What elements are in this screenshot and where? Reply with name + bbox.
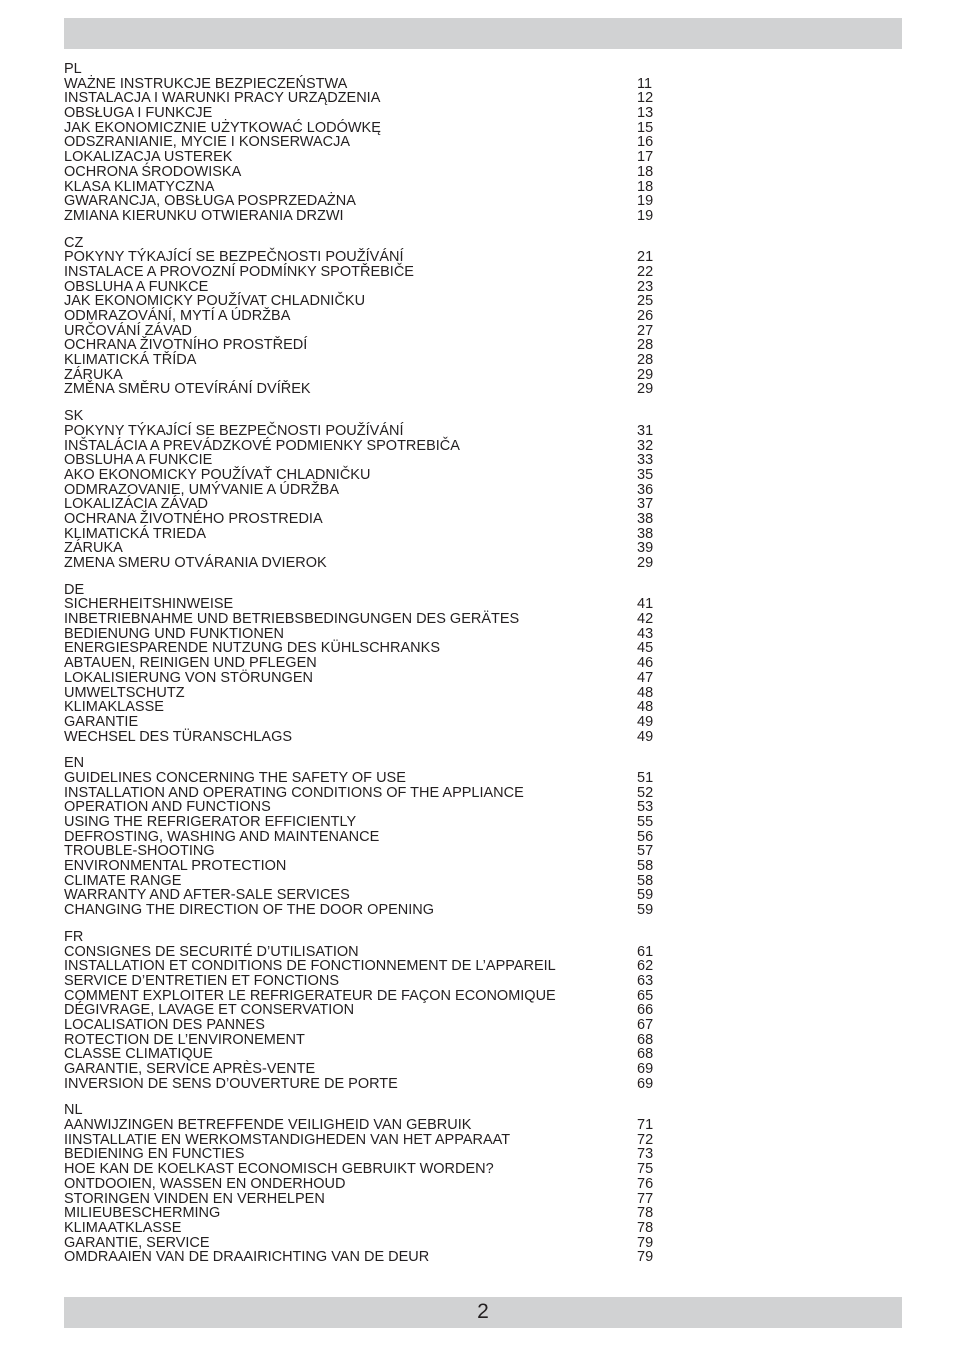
toc-entry-page: 26 bbox=[637, 308, 654, 324]
toc-entry bbox=[64, 1077, 664, 1092]
toc-entry-title: OBSLUHA A FUNKCIE bbox=[64, 452, 213, 469]
toc-entry bbox=[64, 597, 664, 612]
toc-entry-title: INSTALLATION ET CONDITIONS DE FONCTIONNEMENT DE L’APPAREIL bbox=[64, 958, 556, 975]
toc-entry-page: 75 bbox=[637, 1161, 654, 1178]
toc-section-cz bbox=[64, 236, 664, 398]
toc-entry-page: 12 bbox=[637, 90, 654, 107]
toc-entry bbox=[64, 527, 664, 542]
toc-entry-title: ODMRAZOVANIE, UMÝVANIE A ÚDRŽBA bbox=[64, 481, 340, 498]
toc-entry-title: AKO EKONOMICKY POUŽÍVAŤ CHLADNIČKU bbox=[64, 466, 371, 483]
toc-entry-title: CLASSE CLIMATIQUE bbox=[64, 1046, 213, 1063]
toc-entry-title: OCHRANA ŽIVOTNÉHO PROSTREDIA bbox=[64, 510, 323, 527]
toc-entry bbox=[64, 771, 664, 786]
toc-entry bbox=[64, 106, 664, 121]
toc-entry-title: GARANTIE, SERVICE APRÈS-VENTE bbox=[64, 1061, 316, 1077]
toc-entry bbox=[64, 641, 664, 656]
toc-section-pl bbox=[64, 62, 664, 224]
language-heading: SK bbox=[64, 408, 84, 425]
page-number: 2 bbox=[477, 1300, 489, 1323]
toc-entry bbox=[64, 250, 664, 265]
toc-entry-page: 65 bbox=[637, 987, 654, 1004]
toc-entry bbox=[64, 1250, 664, 1265]
toc-entry-title: ROTECTION DE L’ENVIRONEMENT bbox=[64, 1031, 305, 1048]
toc-entry-title: LOKALIZACJA USTEREK bbox=[64, 149, 233, 166]
toc-entry bbox=[64, 135, 664, 150]
toc-entry bbox=[64, 844, 664, 859]
toc-entry bbox=[64, 180, 664, 195]
toc-entry-title: INSTALACE A PROVOZNÍ PODMÍNKY SPOTŘEBIČE bbox=[64, 263, 414, 280]
toc-entry bbox=[64, 453, 664, 468]
toc-entry-page: 53 bbox=[637, 799, 654, 816]
toc-entry-title: KLIMATICKÁ TRIEDA bbox=[64, 525, 207, 542]
toc-entry-page: 48 bbox=[637, 684, 654, 701]
toc-entry-title: LOKALISIERUNG VON STÖRUNGEN bbox=[64, 669, 313, 686]
toc-entry bbox=[64, 612, 664, 627]
toc-entry-page: 42 bbox=[637, 611, 654, 628]
toc-entry-page: 31 bbox=[637, 422, 654, 439]
toc-entry-page: 18 bbox=[637, 178, 654, 195]
toc-entry-page: 68 bbox=[637, 1046, 654, 1063]
toc-entry-page: 29 bbox=[637, 366, 654, 383]
toc-entry-title: CONSIGNES DE SECURITÉ D’UTILISATION bbox=[64, 943, 359, 960]
toc-entry-title: DEFROSTING, WASHING AND MAINTENANCE bbox=[64, 828, 380, 845]
toc-entry bbox=[64, 815, 664, 830]
toc-section-en bbox=[64, 756, 664, 918]
toc-entry bbox=[64, 1047, 664, 1062]
toc-entry-title: TROUBLE-SHOOTING bbox=[64, 843, 215, 860]
toc-entry-title: INSTALLATION AND OPERATING CONDITIONS OF THE APPLIANCE bbox=[64, 784, 524, 801]
language-heading: PL bbox=[64, 61, 82, 77]
toc-entry-page: 49 bbox=[637, 713, 654, 730]
toc-entry bbox=[64, 1147, 664, 1162]
toc-entry-page: 59 bbox=[637, 887, 654, 904]
toc-entry-title: CLIMATE RANGE bbox=[64, 872, 182, 889]
toc-entry-page: 57 bbox=[637, 843, 654, 860]
toc-entry bbox=[64, 700, 664, 715]
toc-entry-page: 46 bbox=[637, 655, 654, 672]
toc-entry-page: 62 bbox=[637, 958, 654, 975]
toc-entry-page: 11 bbox=[637, 75, 653, 92]
toc-entry-title: ONTDOOIEN, WASSEN EN ONDERHOUD bbox=[64, 1175, 346, 1192]
table-of-contents bbox=[64, 62, 664, 1277]
toc-entry bbox=[64, 1018, 664, 1033]
toc-entry-title: WECHSEL DES TÜRANSCHLAGS bbox=[64, 728, 293, 745]
toc-entry-title: KLIMAKLASSE bbox=[64, 699, 164, 716]
language-heading: DE bbox=[64, 581, 85, 598]
toc-entry bbox=[64, 150, 664, 165]
toc-section-sk bbox=[64, 409, 664, 571]
toc-entry-title: ZÁRUKA bbox=[64, 366, 123, 383]
toc-entry-page: 28 bbox=[637, 352, 654, 369]
toc-entry-title: CHANGING THE DIRECTION OF THE DOOR OPENING bbox=[64, 902, 435, 919]
toc-entry-page: 56 bbox=[637, 828, 654, 845]
toc-entry bbox=[64, 800, 664, 815]
toc-entry bbox=[64, 715, 664, 730]
toc-entry-title: ZÁRUKA bbox=[64, 540, 123, 557]
toc-entry bbox=[64, 468, 664, 483]
language-heading: EN bbox=[64, 755, 85, 772]
toc-entry bbox=[64, 294, 664, 309]
toc-entry-title: INBETRIEBNAHME UND BETRIEBSBEDINGUNGEN DES GERÄTES bbox=[64, 611, 520, 628]
toc-entry-title: COMMENT EXPLOITER LE REFRIGERATEUR DE FAÇON ECONOMIQUE bbox=[64, 987, 556, 1004]
toc-entry-page: 18 bbox=[637, 163, 654, 180]
toc-entry-page: 33 bbox=[637, 452, 654, 469]
toc-entry-page: 69 bbox=[637, 1061, 654, 1077]
toc-entry bbox=[64, 874, 664, 889]
toc-entry-page: 67 bbox=[637, 1016, 654, 1033]
toc-entry bbox=[64, 974, 664, 989]
toc-entry-title: WAŻNE INSTRUKCJE BEZPIECZEŃSTWA bbox=[64, 75, 348, 92]
toc-entry-title: STORINGEN VINDEN EN VERHELPEN bbox=[64, 1190, 325, 1207]
toc-entry-page: 36 bbox=[637, 481, 654, 498]
toc-entry bbox=[64, 786, 664, 801]
toc-entry-title: BEDIENING EN FUNCTIES bbox=[64, 1146, 245, 1163]
toc-entry-page: 45 bbox=[637, 640, 654, 657]
toc-entry bbox=[64, 541, 664, 556]
toc-entry bbox=[64, 888, 664, 903]
toc-entry bbox=[64, 730, 664, 745]
toc-entry-page: 21 bbox=[637, 249, 654, 266]
toc-entry-page: 73 bbox=[637, 1146, 654, 1163]
footer-bar bbox=[64, 1297, 902, 1328]
toc-entry-page: 19 bbox=[637, 207, 654, 224]
toc-entry bbox=[64, 439, 664, 454]
toc-entry-page: 77 bbox=[637, 1190, 654, 1207]
toc-entry-page: 19 bbox=[637, 193, 654, 210]
toc-entry bbox=[64, 353, 664, 368]
toc-entry-page: 58 bbox=[637, 872, 654, 889]
toc-entry bbox=[64, 512, 664, 527]
toc-entry-title: GARANTIE, SERVICE bbox=[64, 1234, 210, 1251]
toc-section-de bbox=[64, 583, 664, 745]
toc-entry-page: 51 bbox=[637, 769, 654, 786]
toc-entry-title: URČOVÁNÍ ZÁVAD bbox=[64, 322, 192, 339]
toc-entry-title: BEDIENUNG UND FUNKTIONEN bbox=[64, 625, 284, 642]
toc-entry bbox=[64, 959, 664, 974]
toc-entry-page: 15 bbox=[637, 119, 654, 136]
toc-entry-title: OBSŁUGA I FUNKCJE bbox=[64, 105, 213, 122]
toc-entry-page: 71 bbox=[637, 1117, 654, 1134]
toc-entry bbox=[64, 686, 664, 701]
toc-entry-title: OCHRONA ŚRODOWISKA bbox=[64, 163, 242, 180]
toc-entry bbox=[64, 1118, 664, 1133]
toc-entry bbox=[64, 830, 664, 845]
toc-entry-title: JAK EKONOMICKY POUŽÍVAT CHLADNIČKU bbox=[64, 293, 366, 310]
toc-entry bbox=[64, 1206, 664, 1221]
toc-entry-page: 37 bbox=[637, 496, 654, 513]
toc-entry-title: ABTAUEN, REINIGEN UND PFLEGEN bbox=[64, 655, 317, 672]
toc-entry bbox=[64, 1033, 664, 1048]
toc-entry-title: ZMIANA KIERUNKU OTWIERANIA DRZWI bbox=[64, 207, 344, 224]
toc-entry bbox=[64, 1192, 664, 1207]
toc-entry-page: 52 bbox=[637, 784, 654, 801]
toc-entry-title: LOKALIZÁCIA ZÁVAD bbox=[64, 496, 208, 513]
toc-entry bbox=[64, 424, 664, 439]
toc-entry-page: 23 bbox=[637, 278, 654, 295]
toc-entry-page: 39 bbox=[637, 540, 654, 557]
toc-entry-page: 17 bbox=[637, 149, 654, 166]
toc-entry-title: ODSZRANIANIE, MYCIE I KONSERWACJA bbox=[64, 134, 351, 151]
toc-entry-title: LOCALISATION DES PANNES bbox=[64, 1016, 265, 1033]
toc-entry-page: 79 bbox=[637, 1234, 654, 1251]
toc-entry-title: ENVIRONMENTAL PROTECTION bbox=[64, 858, 287, 875]
toc-entry-title: INVERSION DE SENS D’OUVERTURE DE PORTE bbox=[64, 1075, 398, 1092]
toc-entry bbox=[64, 265, 664, 280]
toc-entry-page: 47 bbox=[637, 669, 654, 686]
toc-entry bbox=[64, 309, 664, 324]
toc-section-nl bbox=[64, 1103, 664, 1265]
toc-entry bbox=[64, 91, 664, 106]
toc-entry-page: 29 bbox=[637, 381, 654, 398]
toc-entry bbox=[64, 77, 664, 92]
toc-entry-title: DÉGIVRAGE, LAVAGE ET CONSERVATION bbox=[64, 1002, 355, 1019]
toc-entry-title: INŠTALÁCIA A PREVÁDZKOVÉ PODMIENKY SPOTREBIČA bbox=[64, 437, 460, 454]
toc-entry-title: OCHRANA ŽIVOTNÍHO PROSTŘEDÍ bbox=[64, 337, 308, 354]
toc-entry-title: OMDRAAIEN VAN DE DRAAIRICHTING VAN DE DEUR bbox=[64, 1249, 430, 1266]
toc-section-fr bbox=[64, 930, 664, 1092]
toc-entry bbox=[64, 165, 664, 180]
toc-entry-page: 43 bbox=[637, 625, 654, 642]
toc-entry bbox=[64, 121, 664, 136]
toc-entry-title: ZMENA SMERU OTVÁRANIA DVIEROK bbox=[64, 555, 327, 571]
toc-entry-page: 78 bbox=[637, 1205, 654, 1222]
toc-entry bbox=[64, 497, 664, 512]
toc-entry-page: 38 bbox=[637, 510, 654, 527]
toc-entry-page: 48 bbox=[637, 699, 654, 716]
language-heading: FR bbox=[64, 928, 84, 945]
toc-entry-page: 27 bbox=[637, 322, 654, 339]
toc-entry-title: WARRANTY AND AFTER-SALE SERVICES bbox=[64, 887, 350, 904]
toc-entry-title: ENERGIESPARENDE NUTZUNG DES KÜHLSCHRANKS bbox=[64, 640, 440, 657]
toc-entry-title: SICHERHEITSHINWEISE bbox=[64, 596, 234, 613]
toc-entry bbox=[64, 194, 664, 209]
toc-entry bbox=[64, 1236, 664, 1251]
toc-entry-page: 59 bbox=[637, 902, 654, 919]
language-heading: CZ bbox=[64, 234, 84, 251]
toc-entry-page: 41 bbox=[637, 596, 654, 613]
toc-entry bbox=[64, 338, 664, 353]
toc-entry-page: 28 bbox=[637, 337, 654, 354]
toc-entry-page: 68 bbox=[637, 1031, 654, 1048]
toc-entry-page: 63 bbox=[637, 972, 654, 989]
toc-entry-page: 13 bbox=[637, 105, 654, 122]
toc-entry-title: POKYNY TÝKAJÍCÍ SE BEZPEČNOSTI POUŽÍVÁNÍ bbox=[64, 249, 404, 266]
toc-entry-page: 29 bbox=[637, 555, 654, 571]
toc-entry-page: 78 bbox=[637, 1219, 654, 1236]
toc-entry-title: OPERATION AND FUNCTIONS bbox=[64, 799, 271, 816]
toc-entry bbox=[64, 209, 664, 224]
toc-entry-title: HOE KAN DE KOELKAST ECONOMISCH GEBRUIKT WORDEN? bbox=[64, 1161, 494, 1178]
toc-entry-title: AANWIJZINGEN BETREFFENDE VEILIGHEID VAN GEBRUIK bbox=[64, 1117, 472, 1134]
toc-entry-title: SERVICE D’ENTRETIEN ET FONCTIONS bbox=[64, 972, 339, 989]
toc-entry-page: 69 bbox=[637, 1075, 654, 1092]
toc-entry-title: UMWELTSCHUTZ bbox=[64, 684, 185, 701]
toc-entry-page: 25 bbox=[637, 293, 654, 310]
toc-entry-page: 55 bbox=[637, 814, 654, 830]
toc-entry-page: 72 bbox=[637, 1131, 654, 1148]
toc-entry bbox=[64, 1003, 664, 1018]
toc-entry bbox=[64, 1133, 664, 1148]
toc-entry bbox=[64, 1162, 664, 1177]
toc-entry-title: KLIMATICKÁ TŘÍDA bbox=[64, 352, 197, 369]
toc-entry-title: ZMĚNA SMĚRU OTEVÍRÁNÍ DVÍŘEK bbox=[64, 381, 311, 398]
toc-entry bbox=[64, 1062, 664, 1077]
toc-entry-title: MILIEUBESCHERMING bbox=[64, 1205, 221, 1222]
toc-entry-title: USING THE REFRIGERATOR EFFICIENTLY bbox=[64, 814, 357, 830]
toc-entry bbox=[64, 1177, 664, 1192]
toc-entry-title: JAK EKONOMICZNIE UŻYTKOWAĆ LODÓWKĘ bbox=[64, 119, 381, 136]
toc-entry-page: 16 bbox=[637, 134, 654, 151]
toc-entry-page: 61 bbox=[637, 943, 654, 960]
toc-entry-title: ODMRAZOVÁNÍ, MYTÍ A ÚDRŽBA bbox=[64, 308, 291, 324]
toc-entry-title: GWARANCJA, OBSŁUGA POSPRZEDAŻNA bbox=[64, 193, 356, 210]
toc-entry-page: 58 bbox=[637, 858, 654, 875]
toc-entry-page: 22 bbox=[637, 263, 654, 280]
toc-entry bbox=[64, 556, 664, 571]
toc-entry-page: 35 bbox=[637, 466, 654, 483]
toc-entry-page: 79 bbox=[637, 1249, 654, 1266]
header-bar bbox=[64, 18, 902, 49]
toc-entry-page: 76 bbox=[637, 1175, 654, 1192]
toc-entry bbox=[64, 859, 664, 874]
toc-entry-page: 49 bbox=[637, 728, 654, 745]
toc-entry-title: IINSTALLATIE EN WERKOMSTANDIGHEDEN VAN HET APPARAAT bbox=[64, 1131, 511, 1148]
toc-entry bbox=[64, 903, 664, 918]
toc-entry-page: 32 bbox=[637, 437, 654, 454]
toc-entry-title: OBSLUHA A FUNKCE bbox=[64, 278, 209, 295]
toc-entry bbox=[64, 945, 664, 960]
toc-entry-title: POKYNY TÝKAJÍCÍ SE BEZPEČNOSTI POUŽÍVÁNÍ bbox=[64, 422, 404, 439]
toc-entry bbox=[64, 671, 664, 686]
toc-entry bbox=[64, 1221, 664, 1236]
toc-entry bbox=[64, 656, 664, 671]
toc-entry-title: GUIDELINES CONCERNING THE SAFETY OF USE bbox=[64, 769, 406, 786]
toc-entry-title: KLIMAATKLASSE bbox=[64, 1219, 182, 1236]
toc-entry-title: KLASA KLIMATYCZNA bbox=[64, 178, 215, 195]
toc-entry bbox=[64, 382, 664, 397]
toc-entry-page: 66 bbox=[637, 1002, 654, 1019]
language-heading: NL bbox=[64, 1102, 83, 1119]
toc-entry-title: GARANTIE bbox=[64, 713, 139, 730]
toc-entry-title: INSTALACJA I WARUNKI PRACY URZĄDZENIA bbox=[64, 90, 381, 107]
toc-entry-page: 38 bbox=[637, 525, 654, 542]
